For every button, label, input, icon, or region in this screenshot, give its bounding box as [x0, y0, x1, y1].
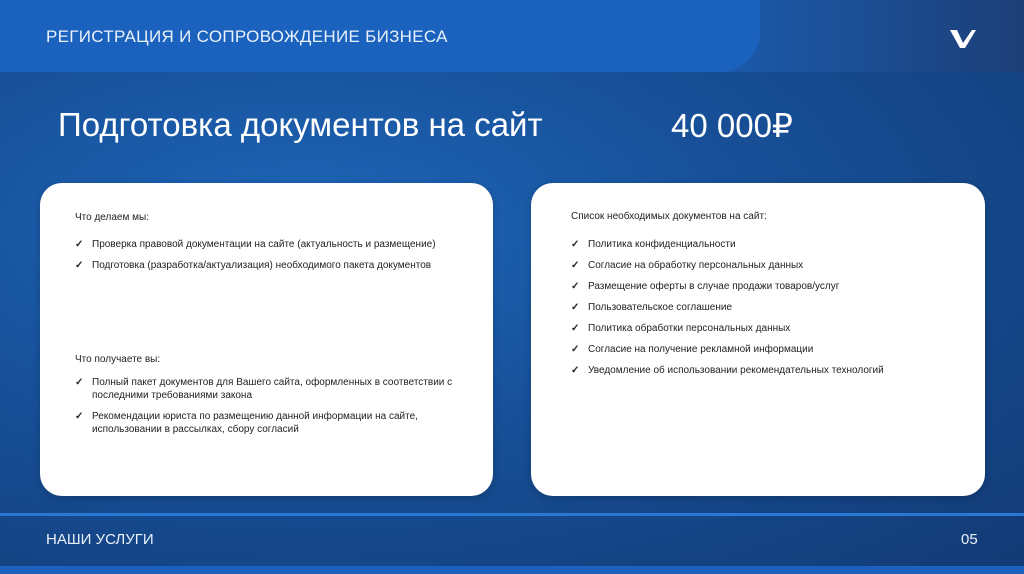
- footer-title: НАШИ УСЛУГИ: [46, 531, 154, 548]
- list-item: ✓ Пользовательское соглашение: [571, 302, 733, 313]
- documents-list: [571, 238, 971, 377]
- what-you-get-list: [75, 376, 470, 436]
- list-item: ✓ Политика обработки персональных данных: [571, 323, 791, 334]
- check-icon: ✓: [571, 239, 580, 250]
- list-item: ✓ Согласие на обработку персональных данных: [571, 260, 804, 271]
- check-icon: ✓: [571, 281, 580, 292]
- check-icon: ✓: [571, 365, 580, 376]
- price-label: 40 000₽: [671, 107, 793, 144]
- what-we-do-heading: Что делаем мы:: [75, 212, 149, 223]
- check-icon: ✓: [571, 344, 580, 355]
- list-item: ✓ Подготовка (разработка/актуализация) необходимого пакета документов: [75, 260, 432, 271]
- services-card: [40, 183, 493, 496]
- check-icon: ✓: [75, 377, 84, 388]
- list-item: ✓ Политика конфиденциальности: [571, 239, 736, 250]
- list-item: ✓ Проверка правовой документации на сайте (актуальность и размещение): [75, 239, 436, 250]
- page-number: 05: [961, 531, 978, 548]
- footer-divider: [0, 513, 1024, 516]
- list-item: ✓ Размещение оферты в случае продажи товаров/услуг: [571, 281, 840, 292]
- page-title: Подготовка документов на сайт: [58, 106, 543, 143]
- check-icon: ✓: [75, 411, 84, 422]
- check-icon: ✓: [75, 239, 84, 250]
- check-icon: ✓: [571, 260, 580, 271]
- check-icon: ✓: [75, 260, 84, 271]
- check-icon: ✓: [571, 323, 580, 334]
- list-item: ✓ Согласие на получение рекламной информации: [571, 344, 814, 355]
- what-you-get-heading: Что получаете вы:: [75, 354, 161, 365]
- list-item: ✓ Рекомендации юриста по размещению данной информации на сайте, использовании в рассылках, сбору согласий: [75, 411, 418, 435]
- header-title: РЕГИСТРАЦИЯ И СОПРОВОЖДЕНИЕ БИЗНЕСА: [46, 27, 448, 46]
- list-item: ✓ Полный пакет документов для Вашего сайта, оформленных в соответствии с последними требованиями закона: [75, 377, 453, 401]
- list-item: ✓ Уведомление об использовании рекомендательных технологий: [571, 365, 884, 376]
- check-icon: ✓: [571, 302, 580, 313]
- what-we-do-list: [75, 238, 475, 272]
- footer-strip: [0, 566, 1024, 574]
- documents-card: [531, 183, 985, 496]
- v-logo-icon: [948, 28, 978, 50]
- documents-heading: Список необходимых документов на сайт:: [571, 211, 767, 222]
